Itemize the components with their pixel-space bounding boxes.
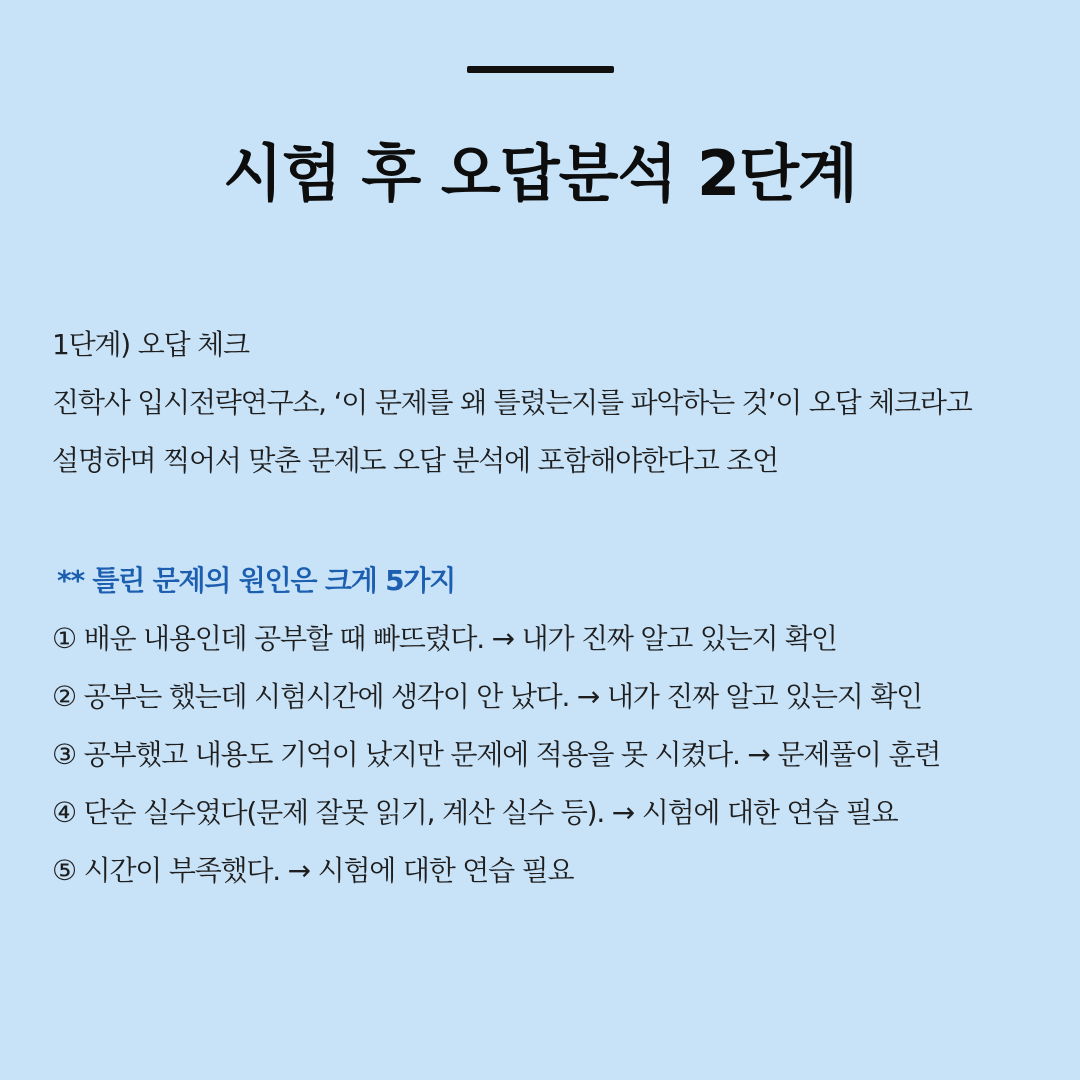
cause-item-5: ⑤ 시간이 부족했다. → 시험에 대한 연습 필요 [52,854,574,887]
cause-item-3: ③ 공부했고 내용도 기억이 났지만 문제에 적용을 못 시켰다. → 문제풀이 훈련 [52,738,941,771]
step1-body-line-2: 설명하며 찍어서 맞춘 문제도 오답 분석에 포함해야한다고 조언 [52,444,778,477]
causes-section [52,552,1052,900]
step1-body-line-1: 진학사 입시전략연구소, ‘이 문제를 왜 틀렸는지를 파악하는 것’이 오답 체크라고 [52,386,972,419]
decorative-top-bar [467,66,614,73]
page-title: 시험 후 오답분석 2단계 [223,137,857,210]
step1-section [52,316,1052,490]
cause-item-2: ② 공부는 했는데 시험시간에 생각이 안 났다. → 내가 진짜 알고 있는지 확인 [52,680,923,713]
cause-item-4: ④ 단순 실수였다(문제 잘못 읽기, 계산 실수 등). → 시험에 대한 연습 필요 [52,796,898,829]
cause-item-1: ① 배운 내용인데 공부할 때 빠뜨렸다. → 내가 진짜 알고 있는지 확인 [52,622,837,655]
step1-heading: 1단계) 오답 체크 [52,328,249,361]
causes-heading: ** 틀린 문제의 원인은 크게 5가지 [57,564,456,597]
